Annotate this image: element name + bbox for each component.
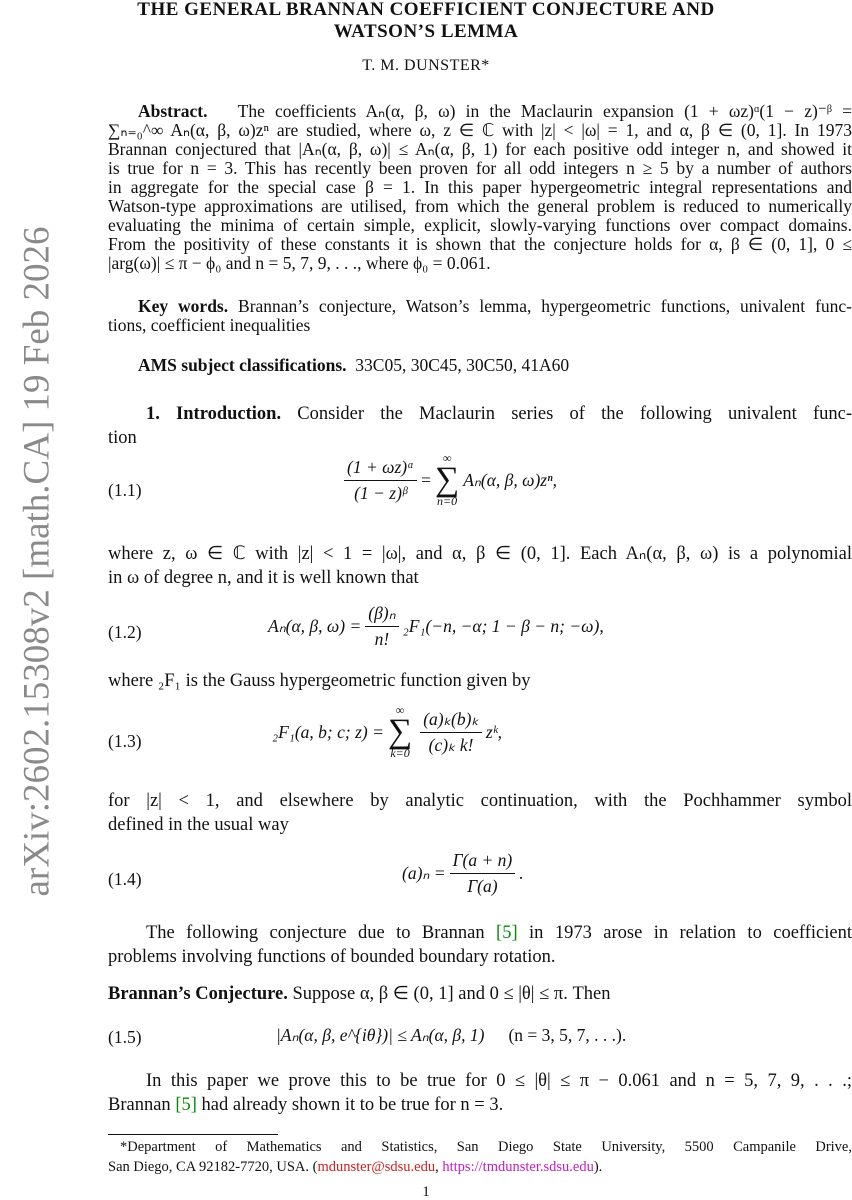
equation-1-5 — [276, 1025, 626, 1046]
rhs: zᵏ, — [485, 721, 503, 742]
lower-limit: n=0 — [437, 494, 458, 508]
sum-sign: ∑ — [387, 713, 413, 750]
body-line — [108, 1095, 852, 1115]
numerator: (1 + ωz)ᵅ — [344, 457, 417, 481]
intro-line: tion — [108, 428, 137, 448]
conjecture-statement — [108, 984, 852, 1004]
author: T. M. DUNSTER* — [362, 57, 490, 74]
abstract-label: Abstract. — [138, 101, 208, 121]
fraction — [344, 457, 417, 504]
summation — [388, 704, 412, 760]
equation-1-4 — [402, 850, 524, 897]
intro-text: Consider the Maclaurin series of the following univalent func- — [297, 404, 852, 424]
paper-title-line-2: WATSON’S LEMMA — [333, 21, 519, 42]
equation-number: (1.5) — [108, 1027, 142, 1047]
numerator: (β)ₙ — [365, 603, 398, 627]
body-line: where z, ω ∈ ℂ with |z| < 1 = |ω|, and α, β ∈ (0, 1]. Each Aₙ(α, β, ω) is a polynomial — [108, 544, 852, 564]
footnote-rule — [108, 1134, 278, 1135]
abstract-line: The coefficients Aₙ(α, β, ω) in the Maclaurin expansion (1 + ωz)ᵅ(1 − z)⁻ᵝ = — [237, 101, 852, 121]
section-heading: 1. Introduction. — [146, 404, 282, 424]
abstract-line: Watson-type approximations are utilised, from which the general problem is reduced to numerically — [108, 196, 852, 216]
citation-link[interactable]: [5] — [496, 923, 518, 943]
keywords-text: tions, coefficient inequalities — [108, 315, 311, 335]
equation-1-2 — [268, 603, 604, 650]
numerator: Γ(a + n) — [450, 850, 516, 874]
arxiv-stamp: arXiv:2602.15308v2 [math.CA] 19 Feb 2026 — [16, 226, 58, 897]
abstract-line: From the positivity of these constants it is shown that the conjecture holds for α, β ∈ (0, 1], 0 ≤ — [108, 234, 852, 254]
rhs: ₂F₁(−n, −α; 1 − β − n; −ω), — [402, 616, 604, 636]
website-link[interactable]: https://tmdunster.sdsu.edu — [442, 1159, 594, 1175]
body-line: for |z| < 1, and elsewhere by analytic continuation, with the Pochhammer symbol — [108, 791, 852, 811]
abstract-line: evaluating the minima of certain simple, explicit, slowly-varying functions over compact domains. — [108, 215, 852, 235]
conjecture-label: Brannan’s Conjecture. — [108, 984, 288, 1004]
abstract-line: Brannan conjectured that |Aₙ(α, β, ω)| ≤ Aₙ(α, β, 1) for each positive odd integer n, and showed it — [108, 139, 852, 159]
citation-link[interactable]: [5] — [175, 1095, 197, 1115]
rhs: . — [519, 863, 524, 883]
equation-number: (1.2) — [108, 622, 142, 642]
body-line: problems involving functions of bounded boundary rotation. — [108, 947, 556, 967]
separator: , — [435, 1159, 443, 1175]
footnote-line: *Department of Mathematics and Statistics, San Diego State University, 5500 Campanile Drive, — [120, 1139, 852, 1155]
body-line: where ₂F₁ is the Gauss hypergeometric function given by — [108, 671, 531, 691]
lower-limit: k=0 — [390, 746, 410, 760]
paper-title-line-1: THE GENERAL BRANNAN COEFFICIENT CONJECTURE AND — [137, 0, 715, 20]
fraction — [365, 603, 398, 650]
text: San Diego, CA 92182-7720, USA. ( — [108, 1159, 318, 1175]
text: ). — [593, 1159, 603, 1175]
text: Brannan — [108, 1095, 171, 1115]
text: in 1973 arose in relation to coefficient — [529, 923, 852, 943]
body-line — [146, 923, 852, 943]
equals-sign: = — [421, 469, 431, 490]
abstract-line: is true for n = 3. This has recently been proven for all odd integers n ≥ 5 by a number of authors — [108, 158, 852, 178]
sum-sign: ∑ — [434, 461, 460, 498]
body-line: In this paper we prove this to be true for 0 ≤ |θ| ≤ π − 0.061 and n = 5, 7, 9, . . .; — [146, 1071, 852, 1091]
text: had already shown it to be true for n = 3. — [201, 1095, 504, 1115]
text: The following conjecture due to Brannan — [146, 923, 485, 943]
equation-number: (1.1) — [108, 480, 142, 500]
ams-label: AMS subject classifications. — [138, 355, 347, 375]
intro-line — [146, 404, 852, 424]
denominator: (c)ₖ k! — [428, 734, 474, 755]
lhs: Aₙ(α, β, ω) = — [268, 616, 362, 636]
numerator: (a)ₖ(b)ₖ — [420, 709, 482, 733]
abstract-line: ∑ₙ₌₀^∞ Aₙ(α, β, ω)zⁿ are studied, where ω, z ∈ ℂ with |z| < |ω| = 1, and α, β ∈ (0, 1]. In 1973 — [108, 120, 852, 140]
body-line: in ω of degree n, and it is well known that — [108, 568, 419, 588]
text: Suppose α, β ∈ (0, 1] and 0 ≤ |θ| ≤ π. Then — [292, 984, 611, 1004]
lhs: |Aₙ(α, β, e^{iθ})| ≤ Aₙ(α, β, 1) — [276, 1025, 485, 1045]
keywords-label: Key words. — [138, 296, 229, 316]
ams-classifications — [138, 355, 852, 375]
denominator: Γ(a) — [467, 876, 498, 896]
lhs: ₂F₁(a, b; c; z) = — [272, 721, 384, 742]
fraction — [420, 709, 482, 756]
denominator: (1 − z)ᵝ — [354, 482, 407, 503]
keywords-text: Brannan’s conjecture, Watson’s lemma, hypergeometric functions, univalent func- — [238, 296, 852, 316]
equation-1-3 — [272, 704, 502, 760]
upper-limit: ∞ — [442, 451, 452, 465]
equation-number: (1.4) — [108, 869, 142, 889]
body-line: defined in the usual way — [108, 815, 289, 835]
denominator: n! — [374, 629, 390, 649]
equation-1-1 — [340, 452, 557, 508]
abstract-line: in aggregate for the special case β = 1. In this paper hypergeometric integral representations and — [108, 177, 852, 197]
rhs: Aₙ(α, β, ω)zⁿ, — [463, 469, 558, 490]
upper-limit: ∞ — [395, 703, 405, 717]
abstract-line: |arg(ω)| ≤ π − ϕ₀ and n = 5, 7, 9, . . ., where ϕ₀ = 0.061. — [108, 253, 491, 273]
rhs: (n = 3, 5, 7, . . .). — [508, 1025, 627, 1045]
lhs: (a)ₙ = — [402, 863, 446, 883]
page-number: 1 — [422, 1184, 430, 1200]
ams-codes: 33C05, 30C45, 30C50, 41A60 — [355, 355, 570, 375]
email-link[interactable]: mdunster@sdsu.edu — [317, 1159, 436, 1175]
footnote-line — [108, 1158, 852, 1176]
summation — [435, 452, 459, 508]
fraction — [450, 850, 516, 897]
equation-number: (1.3) — [108, 731, 142, 751]
